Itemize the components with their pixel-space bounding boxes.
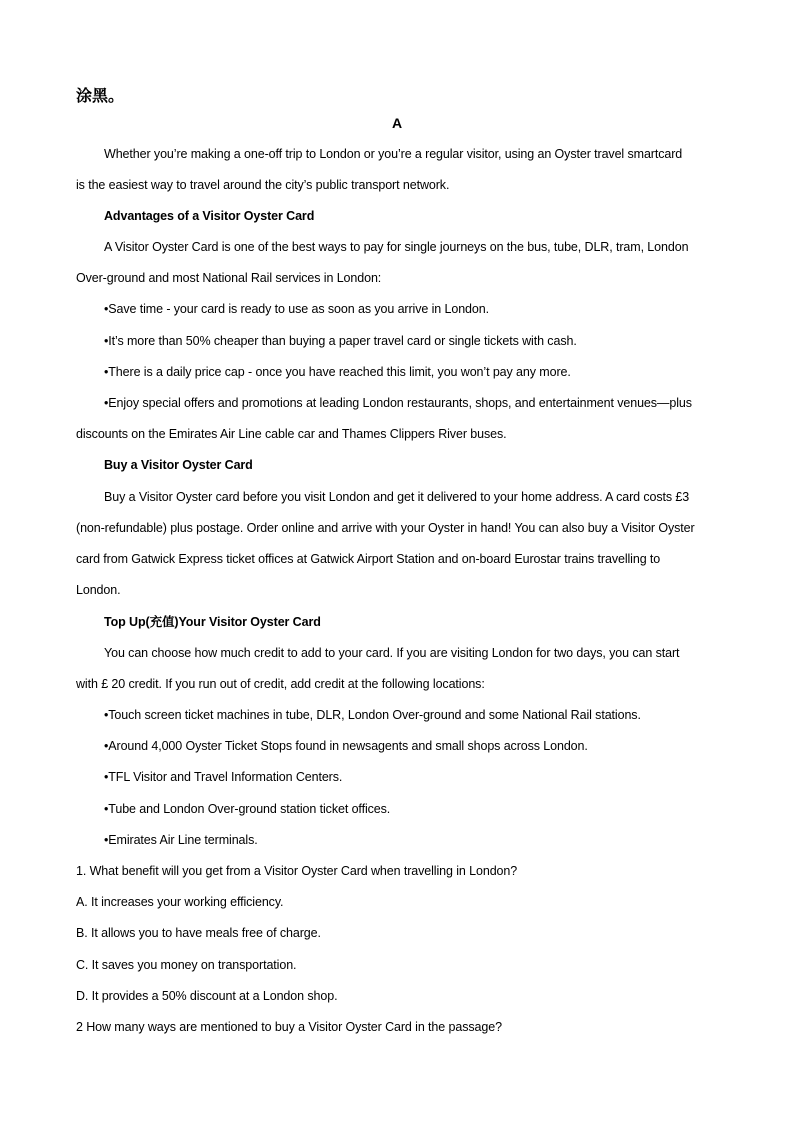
question-1-option-d: D. It provides a 50% discount at a London shop. (76, 989, 338, 1003)
question-1-option-b: B. It allows you to have meals free of charge. (76, 926, 321, 940)
question-2: 2 How many ways are mentioned to buy a Visitor Oyster Card in the passage? (76, 1020, 502, 1034)
question-1-option-a: A. It increases your working efficiency. (76, 895, 284, 909)
buy-paragraph-line: London. (76, 583, 121, 597)
topup-paragraph-line: with £ 20 credit. If you run out of credit, add credit at the following locations: (76, 677, 485, 691)
question-1: 1. What benefit will you get from a Visitor Oyster Card when travelling in London? (76, 864, 518, 878)
advantage-bullet: •It’s more than 50% cheaper than buying a paper travel card or single tickets with cash. (104, 334, 577, 348)
section-title: A (391, 115, 403, 131)
buy-paragraph-line: (non-refundable) plus postage. Order online and arrive with your Oyster in hand! You can also buy a Visitor Oyster (76, 521, 695, 535)
top-heading: 涂黑。 (76, 86, 125, 105)
topup-bullet: •Touch screen ticket machines in tube, DLR, London Over-ground and some National Rail stations. (104, 708, 641, 722)
intro-line: is the easiest way to travel around the city’s public transport network. (76, 178, 450, 192)
advantages-paragraph-line: A Visitor Oyster Card is one of the best ways to pay for single journeys on the bus, tube, DLR, tram, London (104, 240, 689, 254)
intro-line: Whether you’re making a one-off trip to London or you’re a regular visitor, using an Oyster travel smartcard (104, 147, 683, 161)
topup-heading: Top Up(充值)Your Visitor Oyster Card (104, 615, 321, 629)
advantages-paragraph-line: Over-ground and most National Rail services in London: (76, 271, 382, 285)
advantage-bullet: •Save time - your card is ready to use as soon as you arrive in London. (104, 302, 489, 316)
advantage-bullet: •There is a daily price cap - once you have reached this limit, you won’t pay any more. (104, 365, 571, 379)
topup-paragraph-line: You can choose how much credit to add to your card. If you are visiting London for two days, you can start (104, 646, 680, 660)
buy-heading: Buy a Visitor Oyster Card (104, 458, 253, 472)
topup-bullet: •Tube and London Over-ground station ticket offices. (104, 802, 391, 816)
topup-bullet: •Around 4,000 Oyster Ticket Stops found in newsagents and small shops across London. (104, 739, 588, 753)
buy-paragraph-line: Buy a Visitor Oyster card before you visit London and get it delivered to your home address. A card costs £3 (104, 490, 690, 504)
buy-paragraph-line: card from Gatwick Express ticket offices at Gatwick Airport Station and on-board Eurostar trains travelling to (76, 552, 661, 566)
advantage-bullet: •Enjoy special offers and promotions at leading London restaurants, shops, and entertainment venues—plus (104, 396, 692, 410)
advantages-heading: Advantages of a Visitor Oyster Card (104, 209, 315, 223)
topup-bullet: •TFL Visitor and Travel Information Centers. (104, 770, 343, 784)
topup-bullet: •Emirates Air Line terminals. (104, 833, 258, 847)
question-1-option-c: C. It saves you money on transportation. (76, 958, 297, 972)
advantage-bullet-continuation: discounts on the Emirates Air Line cable car and Thames Clippers River buses. (76, 427, 507, 441)
